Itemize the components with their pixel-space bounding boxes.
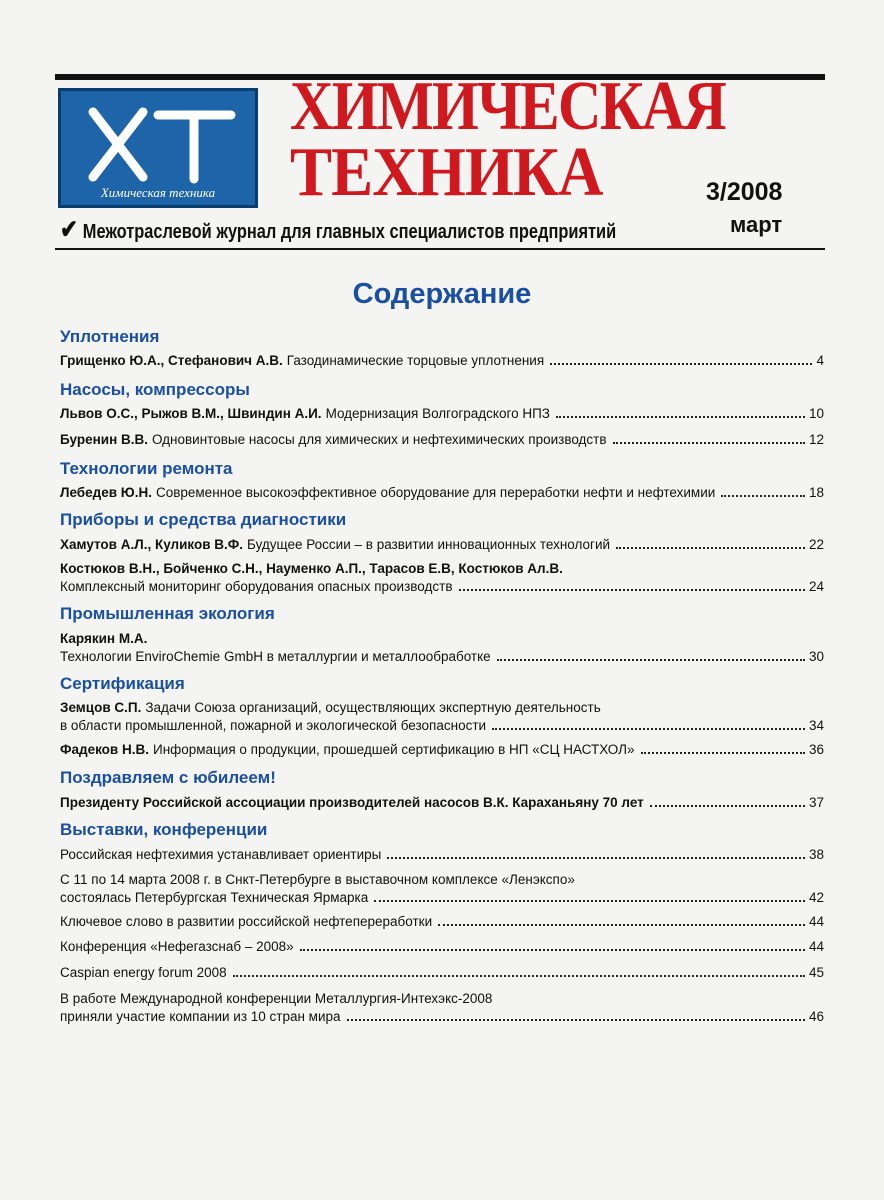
entry-authors: Буренин В.В.: [60, 432, 148, 447]
entry-title: Комплексный мониторинг оборудования опасных производств: [60, 579, 453, 594]
section-title: Сертификация: [60, 674, 185, 693]
entry-title: Конференция «Нефегазснаб – 2008»: [60, 939, 294, 954]
leader-dots: [556, 416, 805, 418]
toc-entry[interactable]: [60, 846, 824, 864]
leader-dots: [616, 547, 805, 549]
section-title: Уплотнения: [60, 327, 160, 346]
entry-page: 42: [808, 890, 824, 905]
issue-month: март: [730, 212, 783, 237]
entry-title: Caspian energy forum 2008: [60, 965, 227, 980]
entry-title: Современное высокоэффективное оборудование для переработки нефти и нефтехимии: [155, 485, 716, 500]
toc-entry[interactable]: [60, 938, 824, 956]
journal-title-line2: ТЕХНИКА: [290, 134, 603, 211]
entry-title: Ключевое слово в развитии российской нефтепереработки: [60, 914, 433, 929]
entry-page: 10: [808, 406, 824, 421]
toc-entry[interactable]: [60, 560, 824, 596]
leader-dots: [550, 363, 812, 365]
entry-page: 45: [808, 965, 824, 980]
contents-heading: Содержание: [352, 278, 532, 310]
leader-dots: [387, 857, 805, 859]
toc-entry[interactable]: [60, 794, 824, 812]
entry-title: Газодинамические торцовые уплотнения: [286, 353, 545, 368]
leader-dots: [300, 949, 805, 951]
toc-entry[interactable]: [60, 964, 824, 982]
entry-title: Одновинтовые насосы для химических и нефтехимических производств: [151, 432, 607, 447]
leader-dots: [613, 442, 805, 444]
entry-page: 37: [808, 795, 824, 810]
section-title: Поздравляем с юбилеем!: [60, 768, 276, 787]
toc-entry[interactable]: [60, 405, 824, 423]
entry-authors: Хамутов А.Л., Куликов В.Ф.: [60, 537, 244, 552]
header-rule: [55, 248, 825, 250]
toc-entry[interactable]: [60, 536, 824, 554]
entry-authors: Карякин М.А.: [60, 631, 148, 646]
entry-page: 38: [808, 847, 824, 862]
leader-dots: [347, 1019, 805, 1021]
toc-entry[interactable]: [60, 741, 824, 759]
toc-entry[interactable]: [60, 871, 824, 907]
toc-entry[interactable]: [60, 352, 824, 370]
entry-page: 34: [808, 718, 824, 733]
entry-title: Информация о продукции, прошедшей сертификацию в НП «СЦ НАСТХОЛ»: [152, 742, 635, 757]
entry-title-cont: состоялась Петербургская Техническая Ярмарка: [60, 890, 369, 905]
section-title: Технологии ремонта: [60, 459, 233, 478]
entry-authors: Лебедев Ю.Н.: [60, 485, 152, 500]
toc-entry[interactable]: [60, 630, 824, 666]
journal-logo: [58, 88, 258, 208]
entry-page: 30: [808, 649, 824, 664]
section-title: Насосы, компрессоры: [60, 380, 250, 399]
section-title: Промышленная экология: [60, 604, 275, 623]
entry-title: Будущее России – в развитии инновационных технологий: [247, 537, 611, 552]
journal-tagline: [60, 214, 616, 245]
tagline-text: Межотраслевой журнал для главных специалистов предприятий: [82, 221, 617, 243]
entry-page: 18: [808, 485, 824, 500]
check-mark-icon: ✔: [60, 214, 78, 244]
leader-dots: [650, 805, 805, 807]
logo-letters-graphic: [73, 97, 243, 187]
entry-title: Российская нефтехимия устанавливает ориентиры: [60, 847, 382, 862]
leader-dots: [233, 975, 805, 977]
entry-authors: Земцов С.П.: [60, 700, 142, 715]
toc-entry[interactable]: [60, 431, 824, 449]
entry-authors: Грищенко Ю.А., Стефанович А.В.: [60, 353, 283, 368]
leader-dots: [492, 728, 805, 730]
leader-dots: [459, 589, 805, 591]
entry-authors: Костюков В.Н., Бойченко С.Н., Науменко А.П., Тарасов Е.В, Костюков Ал.В.: [60, 561, 563, 576]
leader-dots: [641, 752, 805, 754]
section-title: Выставки, конференции: [60, 820, 268, 839]
entry-title: Технологии EnviroChemie GmbH в металлургии и металлообработке: [60, 649, 491, 664]
logo-caption: Химическая техника: [100, 185, 216, 200]
entry-title: С 11 по 14 марта 2008 г. в Снкт-Петербурге в выставочном комплексе «Ленэкспо»: [60, 872, 575, 887]
entry-authors: Львов О.С., Рыжов В.М., Швиндин А.И.: [60, 406, 322, 421]
entry-page: 44: [808, 914, 824, 929]
entry-title-cont: в области промышленной, пожарной и экологической безопасности: [60, 718, 487, 733]
entry-authors: Фадеков Н.В.: [60, 742, 149, 757]
entry-page: 4: [816, 353, 824, 368]
entry-title: Задачи Союза организаций, осуществляющих экспертную деятельность: [145, 700, 601, 715]
entry-page: 24: [808, 579, 824, 594]
leader-dots: [374, 900, 805, 902]
leader-dots: [721, 495, 805, 497]
toc-entry[interactable]: [60, 913, 824, 931]
entry-title: Модернизация Волгоградского НПЗ: [325, 406, 550, 421]
entry-page: 44: [808, 939, 824, 954]
toc-entry[interactable]: [60, 990, 824, 1026]
toc-entry[interactable]: [60, 699, 824, 735]
entry-page: 22: [808, 537, 824, 552]
leader-dots: [438, 924, 805, 926]
issue-number: 3/2008: [706, 178, 783, 206]
entry-page: 46: [808, 1009, 824, 1024]
entry-page: 12: [808, 432, 824, 447]
entry-page: 36: [808, 742, 824, 757]
entry-title: Президенту Российской ассоциации производителей насосов В.К. Караханьяну 70 лет: [60, 795, 644, 810]
entry-title: В работе Международной конференции Металлургия-Интехэкс-2008: [60, 991, 493, 1006]
entry-title-cont: приняли участие компании из 10 стран мира: [60, 1009, 341, 1024]
journal-title-line1: ХИМИЧЕСКАЯ: [290, 68, 726, 145]
toc-entry[interactable]: [60, 484, 824, 502]
leader-dots: [497, 659, 805, 661]
section-title: Приборы и средства диагностики: [60, 510, 347, 529]
